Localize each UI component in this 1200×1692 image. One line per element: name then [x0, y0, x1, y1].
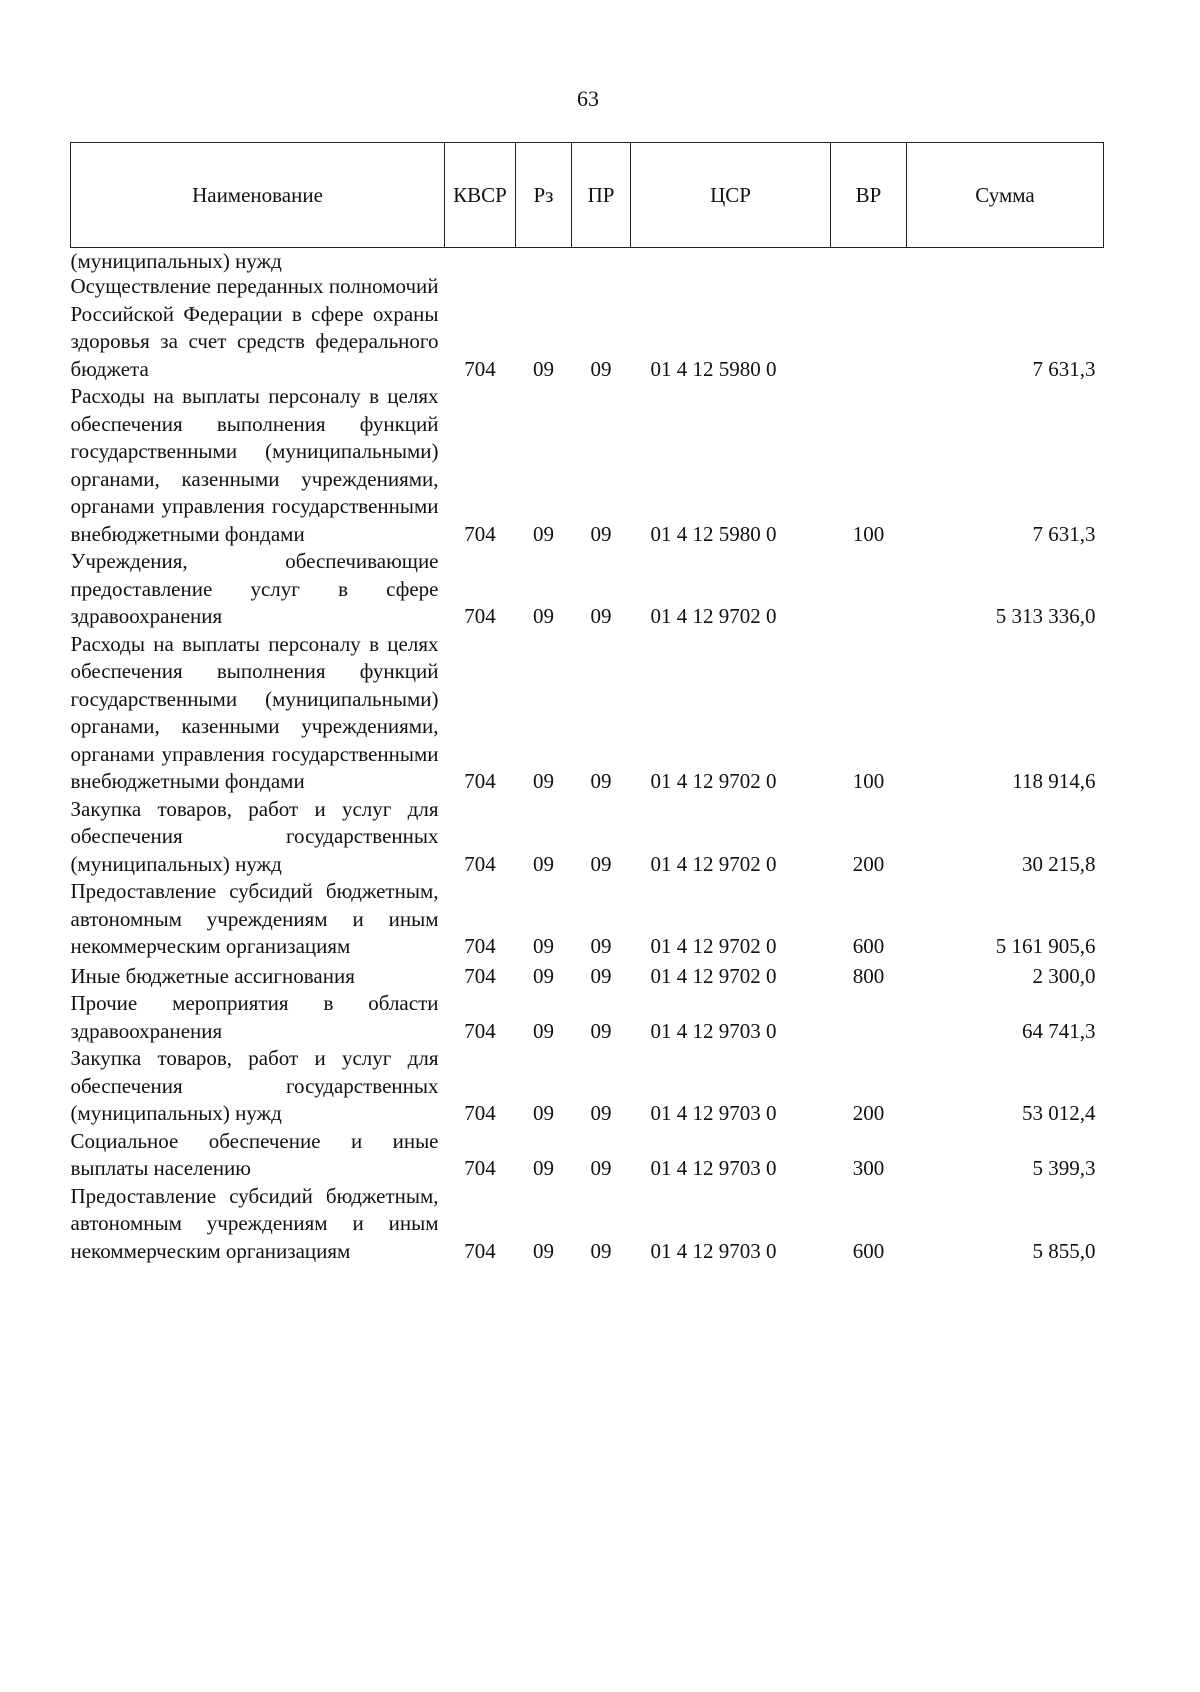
row-vr: 100: [852, 769, 885, 793]
row-csr: 01 4 12 9703 0: [650, 1156, 777, 1180]
header-csr: ЦСР: [631, 143, 831, 248]
row-name: Социальное обеспечение и иные выплаты населению: [70, 1128, 439, 1180]
table-row: [71, 990, 1104, 1045]
row-csr: 01 4 12 9702 0: [650, 769, 777, 793]
row-rz: 09: [533, 521, 554, 546]
row-vr: [831, 248, 907, 274]
row-pr: 09: [590, 851, 612, 876]
row-name: Расходы на выплаты персоналу в целях обеспечения выполнения функций государственными (муниципальными) органами, казенными учреждениями, органами управления государственными внебюджетными фондами: [70, 631, 439, 793]
row-vr: 300: [852, 1156, 885, 1180]
row-pr: [572, 248, 631, 274]
row-sum: 2 300,0: [1032, 963, 1096, 988]
table-row: [71, 1183, 1104, 1266]
row-csr: 01 4 12 9702 0: [650, 934, 777, 958]
row-kvsr: 704: [464, 963, 496, 988]
row-name: Предоставление субсидий бюджетным, автономным учреждениям и иным некоммерческим организациям: [70, 879, 439, 958]
table-row: [71, 273, 1104, 383]
row-csr: 01 4 12 9703 0: [650, 1018, 777, 1043]
header-name: Наименование: [71, 143, 445, 248]
row-vr: 800: [852, 963, 885, 988]
row-rz: 09: [533, 604, 554, 628]
row-csr: 01 4 12 9702 0: [650, 851, 777, 876]
row-name: Учреждения, обеспечивающие предоставление услуг в сфере здравоохранения: [70, 549, 439, 628]
row-csr: 01 4 12 9703 0: [650, 1101, 777, 1125]
table-body: [71, 248, 1104, 1266]
row-csr: [631, 248, 831, 274]
row-sum: 5 399,3: [1032, 1156, 1096, 1180]
table-row: [71, 383, 1104, 548]
row-pr: 09: [590, 1018, 612, 1043]
row-kvsr: 704: [464, 934, 496, 958]
row-pr: 09: [590, 934, 612, 958]
row-name: (муниципальных) нужд: [70, 249, 282, 273]
row-kvsr: [445, 248, 516, 274]
table-row: [71, 878, 1104, 961]
row-name: Иные бюджетные ассигнования: [70, 963, 355, 988]
table-row: [71, 1128, 1104, 1183]
row-rz: 09: [533, 963, 554, 988]
row-kvsr: 704: [464, 604, 496, 628]
row-sum: 53 012,4: [1022, 1101, 1096, 1125]
table-row: [71, 248, 1104, 274]
row-name: Осуществление переданных полномочий Российской Федерации в сфере охраны здоровья за счет средств федерального бюджета: [70, 274, 439, 381]
row-name: Расходы на выплаты персоналу в целях обеспечения выполнения функций государственными (муниципальными) органами, казенными учреждениями, органами управления государственными внебюджетными фондами: [70, 384, 439, 546]
row-pr: 09: [590, 1101, 612, 1125]
row-rz: 09: [533, 356, 554, 381]
row-pr: 09: [590, 1238, 612, 1263]
row-pr: 09: [590, 963, 612, 988]
row-name: Закупка товаров, работ и услуг для обеспечения государственных (муниципальных) нужд: [70, 796, 439, 876]
row-sum: 118 914,6: [1012, 769, 1096, 793]
row-name: Прочие мероприятия в области здравоохранения: [70, 991, 439, 1043]
row-name: Предоставление субсидий бюджетным, автономным учреждениям и иным некоммерческим организациям: [70, 1183, 439, 1263]
row-name: Закупка товаров, работ и услуг для обеспечения государственных (муниципальных) нужд: [70, 1046, 439, 1125]
table-row: [71, 548, 1104, 631]
row-csr: 01 4 12 5980 0: [650, 521, 777, 546]
header-row: [71, 143, 1104, 248]
row-sum: 5 313 336,0: [995, 604, 1096, 628]
row-csr: 01 4 12 5980 0: [650, 356, 777, 381]
row-csr: 01 4 12 9702 0: [650, 963, 777, 988]
row-rz: 09: [533, 1101, 554, 1125]
row-kvsr: 704: [464, 356, 496, 381]
row-pr: 09: [590, 521, 612, 546]
row-vr: 200: [852, 851, 885, 876]
row-vr: 600: [852, 934, 885, 958]
row-kvsr: 704: [464, 769, 496, 793]
header-rz: Рз: [516, 143, 572, 248]
budget-table: [70, 142, 1104, 1265]
row-pr: 09: [590, 1156, 612, 1180]
table-row: [71, 1045, 1104, 1128]
row-rz: [516, 248, 572, 274]
row-vr: 200: [852, 1101, 885, 1125]
table-row: [71, 961, 1104, 991]
row-sum: 30 215,8: [1022, 851, 1096, 876]
table-header: [71, 143, 1104, 248]
row-kvsr: 704: [464, 521, 496, 546]
row-rz: 09: [533, 1156, 554, 1180]
row-pr: 09: [590, 604, 612, 628]
page-number: 63: [577, 86, 599, 111]
row-rz: 09: [533, 934, 554, 958]
header-sum: Сумма: [907, 143, 1104, 248]
row-pr: 09: [590, 769, 612, 793]
row-csr: 01 4 12 9702 0: [650, 604, 777, 628]
header-vr: ВР: [831, 143, 907, 248]
row-rz: 09: [533, 769, 554, 793]
row-sum: 5 855,0: [1032, 1238, 1096, 1263]
table-row: [71, 631, 1104, 796]
row-vr: [831, 548, 907, 631]
header-pr: ПР: [572, 143, 631, 248]
row-sum: 7 631,3: [1032, 521, 1096, 546]
row-vr: [831, 990, 907, 1045]
row-kvsr: 704: [464, 1238, 496, 1263]
row-rz: 09: [533, 851, 554, 876]
table-row: [71, 796, 1104, 879]
row-rz: 09: [533, 1238, 554, 1263]
row-kvsr: 704: [464, 1018, 496, 1043]
row-sum: 7 631,3: [1032, 356, 1096, 381]
header-kvsr: КВСР: [445, 143, 516, 248]
row-sum: 64 741,3: [1022, 1018, 1096, 1043]
row-sum: 5 161 905,6: [995, 934, 1096, 958]
row-csr: 01 4 12 9703 0: [650, 1238, 777, 1263]
row-rz: 09: [533, 1018, 554, 1043]
row-vr: 100: [852, 521, 885, 546]
row-kvsr: 704: [464, 851, 496, 876]
row-kvsr: 704: [464, 1101, 496, 1125]
row-pr: 09: [590, 356, 612, 381]
row-kvsr: 704: [464, 1156, 496, 1180]
row-vr: [831, 273, 907, 383]
row-sum: [907, 248, 1104, 274]
row-vr: 600: [852, 1238, 885, 1263]
